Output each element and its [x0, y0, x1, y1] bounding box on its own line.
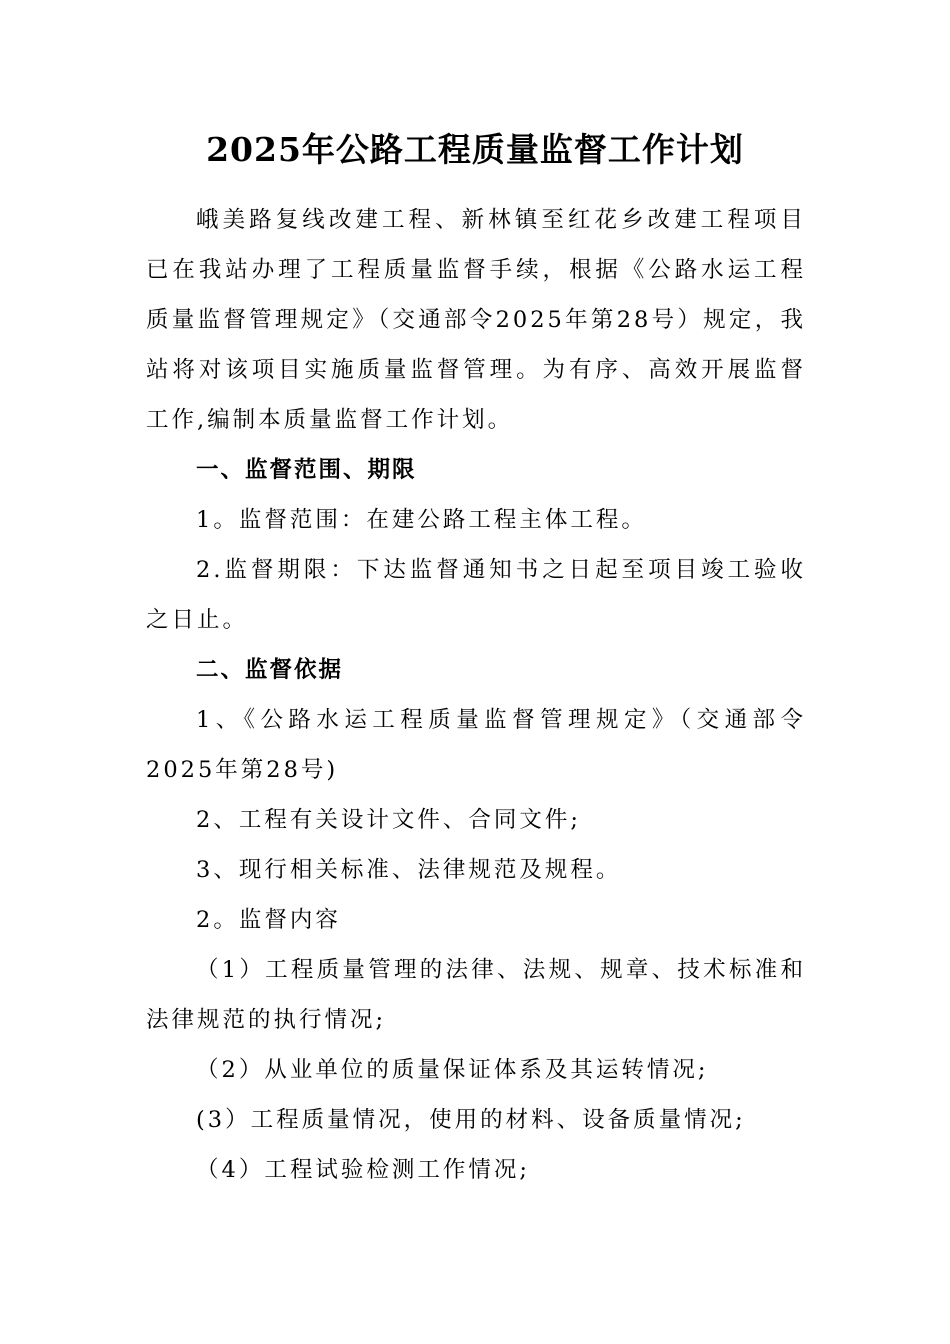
document-title: 2025年公路工程质量监督工作计划	[206, 130, 744, 169]
basis-item-3: 3、现行相关标准、法律规范及规程。	[196, 857, 622, 883]
intro-paragraph: 峨美路复线改建工程、新林镇至红花乡改建工程项目已在我站办理了工程质量监督手续，根据《公路水运工程质量监督管理规定》（交通部令2025年第28号）规定，我站将对该项目实施质量监督管理。为有序、高效开展监督工作,编制本质量监督工作计划。	[146, 207, 806, 433]
content-item-3: (3）工程质量情况，使用的材料、设备质量情况;	[196, 1107, 746, 1133]
content-item-4: （4）工程试验检测工作情况;	[196, 1157, 530, 1183]
scope-item-1: 1。监督范围：在建公路工程主体工程。	[196, 507, 647, 533]
content-item-1: （1）工程质量管理的法律、法规、规章、技术标准和法律规范的执行情况;	[146, 957, 806, 1033]
content-subheading: 2。监督内容	[196, 907, 341, 933]
basis-item-1: 1、《公路水运工程质量监督管理规定》（交通部令2025年第28号)	[146, 707, 806, 783]
basis-item-2: 2、工程有关设计文件、合同文件;	[196, 807, 581, 833]
scope-item-2: 2.监督期限：下达监督通知书之日起至项目竣工验收之日止。	[146, 557, 806, 633]
document-body	[146, 195, 806, 1195]
section-heading-basis: 二、监督依据	[196, 657, 344, 683]
content-item-2: （2）从业单位的质量保证体系及其运转情况;	[196, 1057, 709, 1083]
section-heading-scope: 一、监督范围、期限	[196, 457, 417, 483]
